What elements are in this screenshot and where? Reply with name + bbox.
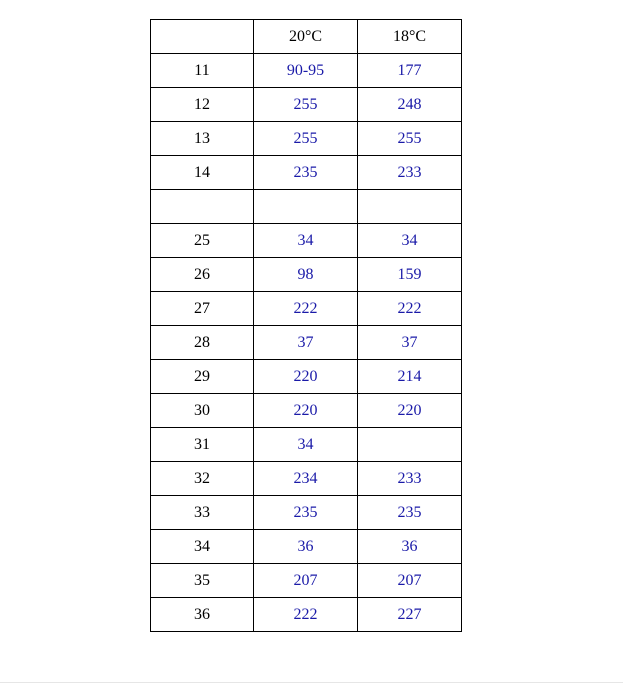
row-label-cell: 14	[151, 156, 254, 190]
value-cell-20c: 235	[254, 156, 358, 190]
value-cell-18c: 220	[358, 394, 462, 428]
value-cell-18c: 227	[358, 598, 462, 632]
row-label-cell: 13	[151, 122, 254, 156]
row-label-cell: 29	[151, 360, 254, 394]
value-cell-20c: 37	[254, 326, 358, 360]
data-table	[150, 19, 462, 632]
value-cell-18c: 177	[358, 54, 462, 88]
table-row	[151, 360, 462, 394]
row-label-cell: 12	[151, 88, 254, 122]
header-cell-18c: 18°C	[358, 20, 462, 54]
value-cell-20c: 34	[254, 428, 358, 462]
row-label-cell: 30	[151, 394, 254, 428]
value-cell-20c: 222	[254, 292, 358, 326]
value-cell-18c: 207	[358, 564, 462, 598]
value-cell-20c: 90-95	[254, 54, 358, 88]
value-cell-20c: 207	[254, 564, 358, 598]
value-cell-18c: 235	[358, 496, 462, 530]
row-label-cell: 28	[151, 326, 254, 360]
value-cell-20c: 220	[254, 360, 358, 394]
table-row	[151, 462, 462, 496]
value-cell-18c: 233	[358, 462, 462, 496]
value-cell-18c	[358, 428, 462, 462]
value-cell-20c: 255	[254, 88, 358, 122]
row-label-cell	[151, 190, 254, 224]
value-cell-20c: 36	[254, 530, 358, 564]
table-row	[151, 530, 462, 564]
row-label-cell: 26	[151, 258, 254, 292]
value-cell-20c: 34	[254, 224, 358, 258]
header-cell-empty	[151, 20, 254, 54]
table-row	[151, 54, 462, 88]
row-label-cell: 27	[151, 292, 254, 326]
header-row	[151, 20, 462, 54]
value-cell-20c	[254, 190, 358, 224]
value-cell-18c: 159	[358, 258, 462, 292]
value-cell-18c	[358, 190, 462, 224]
value-cell-20c: 234	[254, 462, 358, 496]
row-label-cell: 33	[151, 496, 254, 530]
table-row	[151, 428, 462, 462]
table-row	[151, 224, 462, 258]
value-cell-20c: 222	[254, 598, 358, 632]
row-label-cell: 34	[151, 530, 254, 564]
value-cell-18c: 248	[358, 88, 462, 122]
value-cell-18c: 255	[358, 122, 462, 156]
value-cell-18c: 214	[358, 360, 462, 394]
row-label-cell: 25	[151, 224, 254, 258]
value-cell-18c: 222	[358, 292, 462, 326]
value-cell-18c: 34	[358, 224, 462, 258]
table-row	[151, 598, 462, 632]
value-cell-20c: 255	[254, 122, 358, 156]
value-cell-20c: 235	[254, 496, 358, 530]
table-row	[151, 326, 462, 360]
value-cell-18c: 36	[358, 530, 462, 564]
row-label-cell: 11	[151, 54, 254, 88]
table-row	[151, 496, 462, 530]
value-cell-20c: 220	[254, 394, 358, 428]
table-row	[151, 122, 462, 156]
row-label-cell: 31	[151, 428, 254, 462]
row-label-cell: 36	[151, 598, 254, 632]
page-bottom-divider	[0, 682, 623, 683]
value-cell-18c: 37	[358, 326, 462, 360]
table-body	[151, 20, 462, 632]
value-cell-18c: 233	[358, 156, 462, 190]
table-row	[151, 394, 462, 428]
table-row	[151, 88, 462, 122]
row-label-cell: 35	[151, 564, 254, 598]
table-row	[151, 258, 462, 292]
row-label-cell: 32	[151, 462, 254, 496]
table-row	[151, 156, 462, 190]
table-row	[151, 292, 462, 326]
table-row	[151, 190, 462, 224]
value-cell-20c: 98	[254, 258, 358, 292]
table-row	[151, 564, 462, 598]
header-cell-20c: 20°C	[254, 20, 358, 54]
